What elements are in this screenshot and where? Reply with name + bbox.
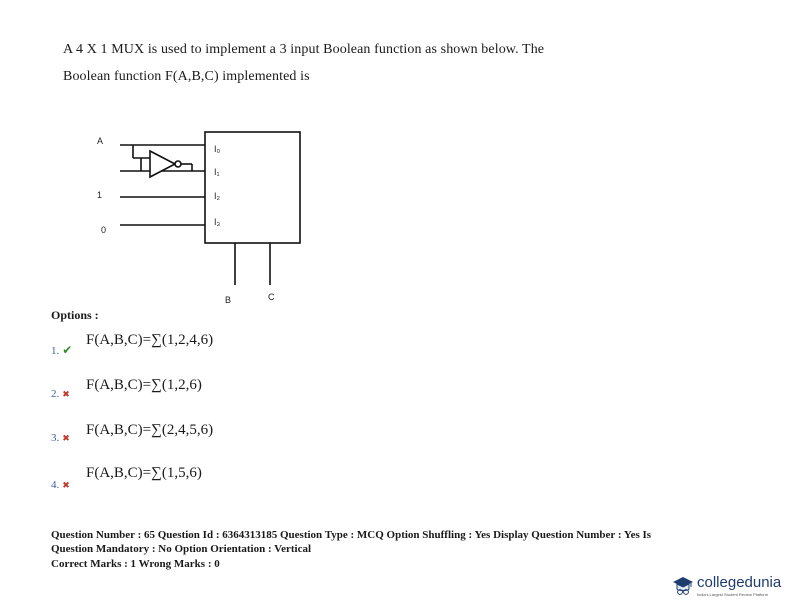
option-4-text[interactable]: F(A,B,C)=∑(1,5,6) xyxy=(86,465,202,481)
option-number-label: 2. xyxy=(51,388,60,400)
select-b-label: B xyxy=(225,295,232,305)
mux-input-i3-label: I₃ xyxy=(214,217,221,227)
logo-wordmark: collegedunia xyxy=(697,574,782,591)
graduate-cap-icon xyxy=(672,575,694,597)
option-number-label: 1. xyxy=(51,344,60,357)
mux-input-i1-label: I₁ xyxy=(214,167,220,177)
options-heading: Options : xyxy=(51,308,99,322)
question-line-1: A 4 X 1 MUX is used to implement a 3 input Boolean function as shown below. The xyxy=(63,42,545,57)
logo-tagline: India's Largest Student Review Platform xyxy=(697,592,769,597)
mux-input-i0-label: I₀ xyxy=(214,144,221,154)
option-1-text[interactable]: F(A,B,C)=∑(1,2,4,6) xyxy=(86,332,214,348)
cross-icon: ✖ xyxy=(62,388,70,399)
cross-icon: ✖ xyxy=(62,432,70,443)
not-gate xyxy=(150,151,175,177)
mux-input-i2-label: I₂ xyxy=(214,191,220,201)
input-a-label: A xyxy=(97,136,104,146)
option-2-text[interactable]: F(A,B,C)=∑(1,2,6) xyxy=(86,377,202,393)
question-line-2: Boolean function F(A,B,C) implemented is xyxy=(63,69,310,84)
question-meta-line-1: Question Number : 65 Question Id : 6364313185 Question Type : MCQ Option Shuffling : Yes Display Question Number : Yes Is xyxy=(51,529,652,541)
question-meta-line-2: Question Mandatory : No Option Orientation : Vertical xyxy=(51,543,312,555)
checkmark-icon: ✔ xyxy=(62,343,73,357)
option-2-number xyxy=(51,388,70,400)
option-number-label: 4. xyxy=(51,479,60,491)
select-c-label: C xyxy=(268,292,275,302)
option-4-number xyxy=(51,479,70,491)
option-3-number xyxy=(51,432,70,444)
collegedunia-logo xyxy=(672,574,781,597)
option-3-text[interactable]: F(A,B,C)=∑(2,4,5,6) xyxy=(86,422,214,438)
input-zero-label: 0 xyxy=(101,225,107,235)
cross-icon: ✖ xyxy=(62,479,70,490)
option-1-number xyxy=(51,343,72,358)
option-number-label: 3. xyxy=(51,432,60,444)
not-gate-bubble xyxy=(175,161,181,167)
question-meta-line-3: Correct Marks : 1 Wrong Marks : 0 xyxy=(51,558,220,570)
input-one-label: 1 xyxy=(97,190,103,200)
